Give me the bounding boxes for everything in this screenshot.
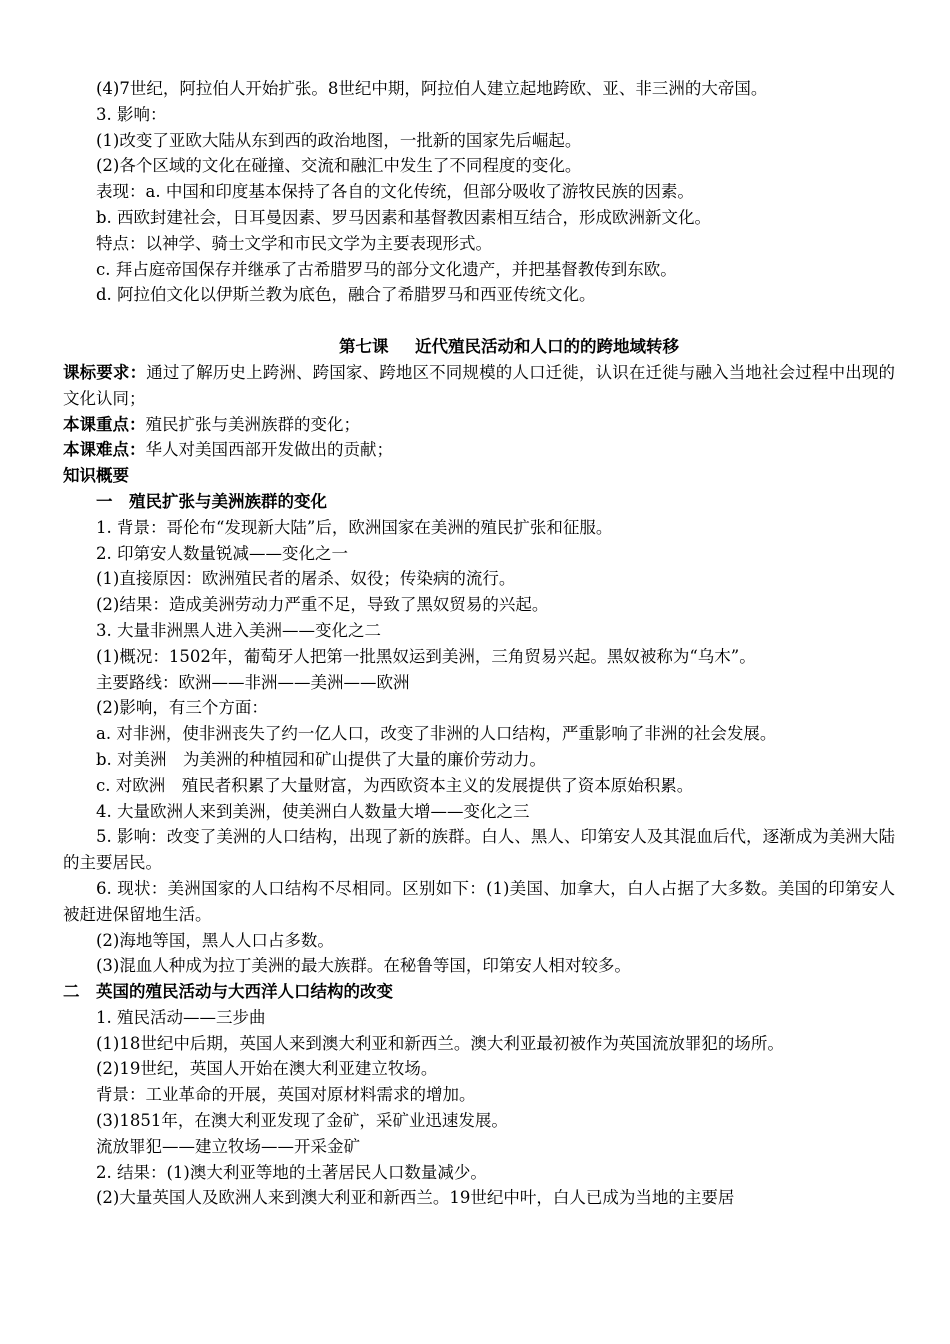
lesson-key-point	[63, 412, 895, 438]
text-line: (2)海地等国，黑人人口占多数。	[96, 930, 334, 950]
lesson-title	[63, 334, 895, 360]
lesson-number: 第七课	[339, 337, 389, 357]
text-line: (1)改变了亚欧大陆从东到西的政治地图，一批新的国家先后崛起。	[96, 130, 582, 150]
text-line: 3. 影响：	[96, 104, 167, 124]
text-line: 背景：工业革命的开展，英国对原材料需求的增加。	[96, 1085, 476, 1105]
text-line: 特点：以神学、骑士文学和市民文学为主要表现形式。	[96, 233, 492, 253]
text-line: 5. 影响：改变了美洲的人口结构，出现了新的族群。白人、黑人、印第安人及其混血后代，逐渐成为美洲大陆的主要居民。	[63, 827, 895, 873]
text-line: 4. 大量欧洲人来到美洲，使美洲白人数量大增——变化之三	[96, 801, 530, 821]
text-line: 流放罪犯——建立牧场——开采金矿	[96, 1136, 360, 1156]
document-page	[63, 76, 895, 1211]
key-point-text: 殖民扩张与美洲族群的变化；	[145, 414, 360, 434]
text-line: a. 对非洲，使非洲丧失了约一亿人口，改变了非洲的人口结构，严重影响了非洲的社会发展。	[96, 724, 777, 744]
text-line: 3. 大量非洲黑人进入美洲——变化之二	[96, 620, 381, 640]
lesson-difficulty	[63, 437, 895, 463]
text-line: d. 阿拉伯文化以伊斯兰教为底色，融合了希腊罗马和西亚传统文化。	[96, 285, 596, 305]
section-heading-1: 一 殖民扩张与美洲族群的变化	[96, 491, 327, 511]
key-point-label: 本课重点：	[63, 414, 146, 434]
text-line: (2)各个区域的文化在碰撞、交流和融汇中发生了不同程度的变化。	[96, 156, 582, 176]
overview-heading: 知识概要	[63, 466, 129, 486]
section-continuation	[63, 76, 895, 308]
text-line: (2)19世纪，英国人开始在澳大利亚建立牧场。	[96, 1059, 438, 1079]
text-line: (2)结果：造成美洲劳动力严重不足，导致了黑奴贸易的兴起。	[96, 595, 549, 615]
text-line: (4)7世纪，阿拉伯人开始扩张。8世纪中期，阿拉伯人建立起地跨欧、亚、非三洲的大帝国。	[96, 79, 768, 98]
text-line: 1. 殖民活动——三步曲	[96, 1007, 266, 1027]
difficulty-text: 华人对美国西部开发做出的贡献；	[145, 440, 393, 460]
text-line: (1)18世纪中后期，英国人来到澳大利亚和新西兰。澳大利亚最初被作为英国流放罪犯的场所。	[96, 1033, 784, 1053]
curriculum-requirement	[63, 360, 895, 412]
text-line: (3)混血人种成为拉丁美洲的最大族群。在秘鲁等国，印第安人相对较多。	[96, 956, 631, 976]
requirement-text: 通过了解历史上跨洲、跨国家、跨地区不同规模的人口迁徙，认识在迁徙与融入当地社会过程中出现的文化认同；	[63, 362, 896, 408]
spacer	[63, 308, 895, 334]
text-line: 表现：a. 中国和印度基本保持了各自的文化传统，但部分吸收了游牧民族的因素。	[96, 182, 694, 202]
text-line: 2. 结果：(1)澳大利亚等地的土著居民人口数量减少。	[96, 1162, 487, 1182]
text-line: 1. 背景：哥伦布“发现新大陆”后，欧洲国家在美洲的殖民扩张和征服。	[96, 517, 613, 537]
text-line: 6. 现状：美洲国家的人口结构不尽相同。区别如下：(1)美国、加拿大，白人占据了大多数。美国的印第安人被赶进保留地生活。	[63, 878, 895, 924]
text-line: (1)概况：1502年，葡萄牙人把第一批黑奴运到美洲，三角贸易兴起。黑奴被称为“乌木”。	[96, 646, 756, 666]
text-line: b. 西欧封建社会，日耳曼因素、罗马因素和基督教因素相互结合，形成欧洲新文化。	[96, 207, 712, 227]
section-1-body	[63, 515, 895, 979]
text-line: (2)大量英国人及欧洲人来到澳大利亚和新西兰。19世纪中叶，白人已成为当地的主要居	[96, 1188, 735, 1208]
text-line: c. 对欧洲 殖民者积累了大量财富，为西欧资本主义的发展提供了资本原始积累。	[96, 775, 694, 795]
requirement-label: 课标要求：	[63, 362, 147, 382]
text-line: (3)1851年，在澳大利亚发现了金矿，采矿业迅速发展。	[96, 1111, 508, 1131]
section-2-body	[63, 1005, 895, 1211]
text-line: (1)直接原因：欧洲殖民者的屠杀、奴役；传染病的流行。	[96, 569, 516, 589]
lesson-name: 近代殖民活动和人口的的跨地域转移	[414, 337, 679, 357]
difficulty-label: 本课难点：	[63, 440, 146, 460]
section-heading-2: 二 英国的殖民活动与大西洋人口结构的改变	[63, 982, 393, 1002]
text-line: (2)影响，有三个方面：	[96, 698, 268, 718]
text-line: 主要路线：欧洲——非洲——美洲——欧洲	[96, 672, 410, 692]
text-line: b. 对美洲 为美洲的种植园和矿山提供了大量的廉价劳动力。	[96, 749, 547, 769]
text-line: 2. 印第安人数量锐减——变化之一	[96, 543, 348, 563]
text-line: c. 拜占庭帝国保存并继承了古希腊罗马的部分文化遗产，并把基督教传到东欧。	[96, 259, 677, 279]
